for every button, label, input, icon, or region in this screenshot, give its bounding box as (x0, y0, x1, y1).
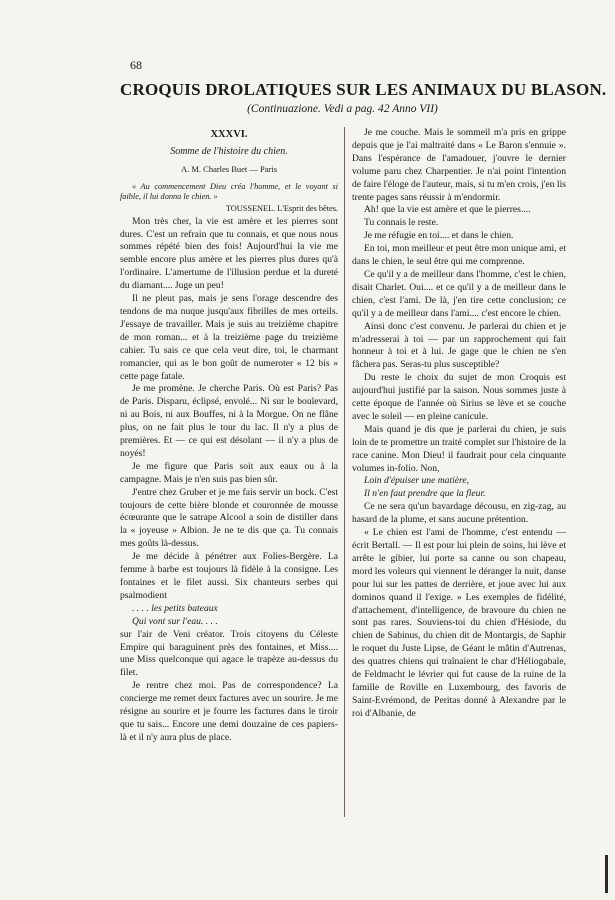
verse-line: Il n'en faut prendre que la fleur. (364, 488, 486, 500)
dedication: A. M. Charles Buet — Paris (180, 163, 278, 174)
paragraph: Ainsi donc c'est convenu. Je parlerai du chien et je m'adresserai à toi — par un rapprochement qui fait honneur à toi et à lui. Je gage que le chien ne s'en fâchera pas. Seras-tu plus susceptible? (352, 320, 566, 371)
paragraph: Je me promène. Je cherche Paris. Où est Paris? Pas de Paris. Disparu, éclipsé, envolé... Ni sur le boulevard, ni au Bois, ni aux Bouffes, ni à la Morgue. On ne flâne plus, on ne fait plus le tour du lac. Il n'y a plus de premières. Et — ce qui est désolant — il n'y a plus de noyés! (120, 383, 338, 459)
section-title: Somme de l'histoire du chien. (170, 145, 288, 157)
epigraph-attribution: TOUSSENEL. L'Esprit des bêtes. (225, 203, 338, 213)
paragraph: Je me décide à pénétrer aux Folies-Bergère. La femme à barbe est toujours là fidèle à la consigne. Les fontaines et le filet aussi. Six chanteurs serbes qui psalmodient (120, 551, 338, 601)
verse-line: Qui vont sur l'eau. . . . (132, 615, 218, 627)
paragraph: Tu connais le reste. (364, 217, 439, 229)
paragraph: Mon très cher, la vie est amère et les pierres sont dures. C'est un refrain que tu connais, et que nous nous sommes répété bien des fois! Aujourd'hui la vie me semble encore plus amère et les pierres plus dures qu'à l'ordinaire. L'amertume de l'illusion perdue et la dureté du diamant.... Juge un peu! (120, 215, 338, 292)
scan-edge-mark (605, 855, 608, 893)
paragraph: En toi, mon meilleur et peut être mon unique ami, et dans le chien, le seul être qui me comprenne. (352, 243, 566, 268)
paragraph: Il ne pleut pas, mais je sens l'orage descendre des tendons de ma nuque jusqu'aux fibrilles de mes orteils. J'essaye de travailler. Mais je suis au treizième chapitre de mon roman... et à la treizième page du treizième cahier. Tu sais ce que cela veut dire, toi, le charmant romancier, qui as le bon goût de numeroter « 12 bis » cette page fatale. (120, 293, 338, 382)
left-column (120, 127, 338, 745)
paragraph: Je me réfugie en toi.... et dans le chien. (364, 230, 514, 242)
paragraph: Ce qu'il y a de meilleur dans l'homme, c'est le chien, disait Charlet. Oui.... et ce qu'il y a de meilleur dans le chien, c'est l'ami. De là, j'en tire cette conclusion; ce qu'il y a de meilleur dans l'ami.... c'est encore le chien. (352, 268, 566, 319)
article-title: CROQUIS DROLATIQUES SUR LES ANIMAUX DU BLASON. (120, 80, 607, 99)
section-number: XXXVI. (210, 129, 248, 140)
paragraph: Ce ne sera qu'un bavardage décousu, en zig-zag, au hasard de la plume, et sans aucune prétention. (352, 501, 566, 526)
paragraph: « Le chien est l'ami de l'homme, c'est entendu — écrit Bertall. — Il est pour lui plein de soins, lui lève et arrête le gibier, lui porte sa canne ou son chapeau, mord les voleurs qui viennent le déranger la nuit, danse pour lui sur les pattes de derrière, et joue avec lui aux dominos quand il l'exige. » Les exemples de fidélité, d'attachement, d'intelligence, de bravoure du chien ne sont pas rares. Souviens-toi du chien d'Hésiode, du chien de Sabinus, du chien dit de Montargis, de Saphir le roquet du Juste Lipse, de Géant le mâtin d'Autrenas, des quatres chiens qui traînaient le char d'Héliogabale, de Feldmacht le lévrier qui fut cause de la ruine de la famille de Roville en Luxembourg, des favoris de Saint-Evrémond, de Peritas donné à Alexandre par le roi d'Albanie, de (352, 527, 566, 719)
page-number: 68 (130, 58, 142, 72)
paragraph: Mais quand je dis que je parlerai du chien, je suis loin de te promettre un traité complet sur l'histoire de la race canine. Mon Dieu! il faudrait pour cela cinquante volumes in-folio. Non, (352, 423, 566, 474)
column-divider (344, 127, 345, 817)
paragraph: Ah! que la vie est amère et que le pierres.... (364, 204, 531, 216)
verse-line: Loin d'épuiser une matière, (364, 475, 470, 487)
paragraph: J'entre chez Gruber et je me fais servir un bock. C'est toujours de cette bière blonde et couronnée de mousse écœurante que le satrape Alcool a soin de distiller dans la « joyeuse » Albion. Je ne te dis que ça. Tu connais mes goûts là-dessus. (120, 486, 338, 550)
right-column (352, 127, 566, 721)
article-subtitle: (Continuazione. Vedi a pag. 42 Anno VII) (247, 103, 438, 115)
paragraph: Du reste le choix du sujet de mon Croquis est aujourd'hui justifié par la saison. Nous sommes juste à cette époque de l'année où Sirius se lève et se couche avec le soleil — en pleine canicule. (352, 372, 566, 422)
paragraph: Je me couche. Mais le sommeil m'a pris en grippe depuis que je l'ai maltraité dans « Le Baron s'ennuie ». Dans l'espérance de l'amadouer, j'ouvre le dernier volume paru chez Charpentier. Je n'ai point l'intention de faire l'éloge de l'auteur, mais, si tu m'en crois, j'en lis trente pages sans réussir à m'endormir. (352, 127, 566, 203)
verse-line: . . . . les petits bateaux (132, 602, 218, 614)
epigraph: « Au commencement Dieu créa l'homme, et le voyant si faible, il lui donna le chien. » (120, 181, 338, 202)
paragraph: sur l'air de Veni créator. Trois citoyens du Céleste Empire qui baraguinent près des fontaines, et Miss.... une Miss quelconque qui agace le trapèze au-dessus du filet. (120, 628, 338, 679)
paragraph: Je rentre chez moi. Pas de correspondence? La concierge me remet deux factures avec un sourire. Je me résigne au sourire et je fourre les factures dans le tiroir que tu sais... Encore une demi douzaine de ces papiers-là et il n'y aura plus de place. (120, 680, 338, 743)
paragraph: Je me figure que Paris soit aux eaux ou à la campagne. Mais je n'en suis pas bien sûr. (120, 460, 338, 485)
